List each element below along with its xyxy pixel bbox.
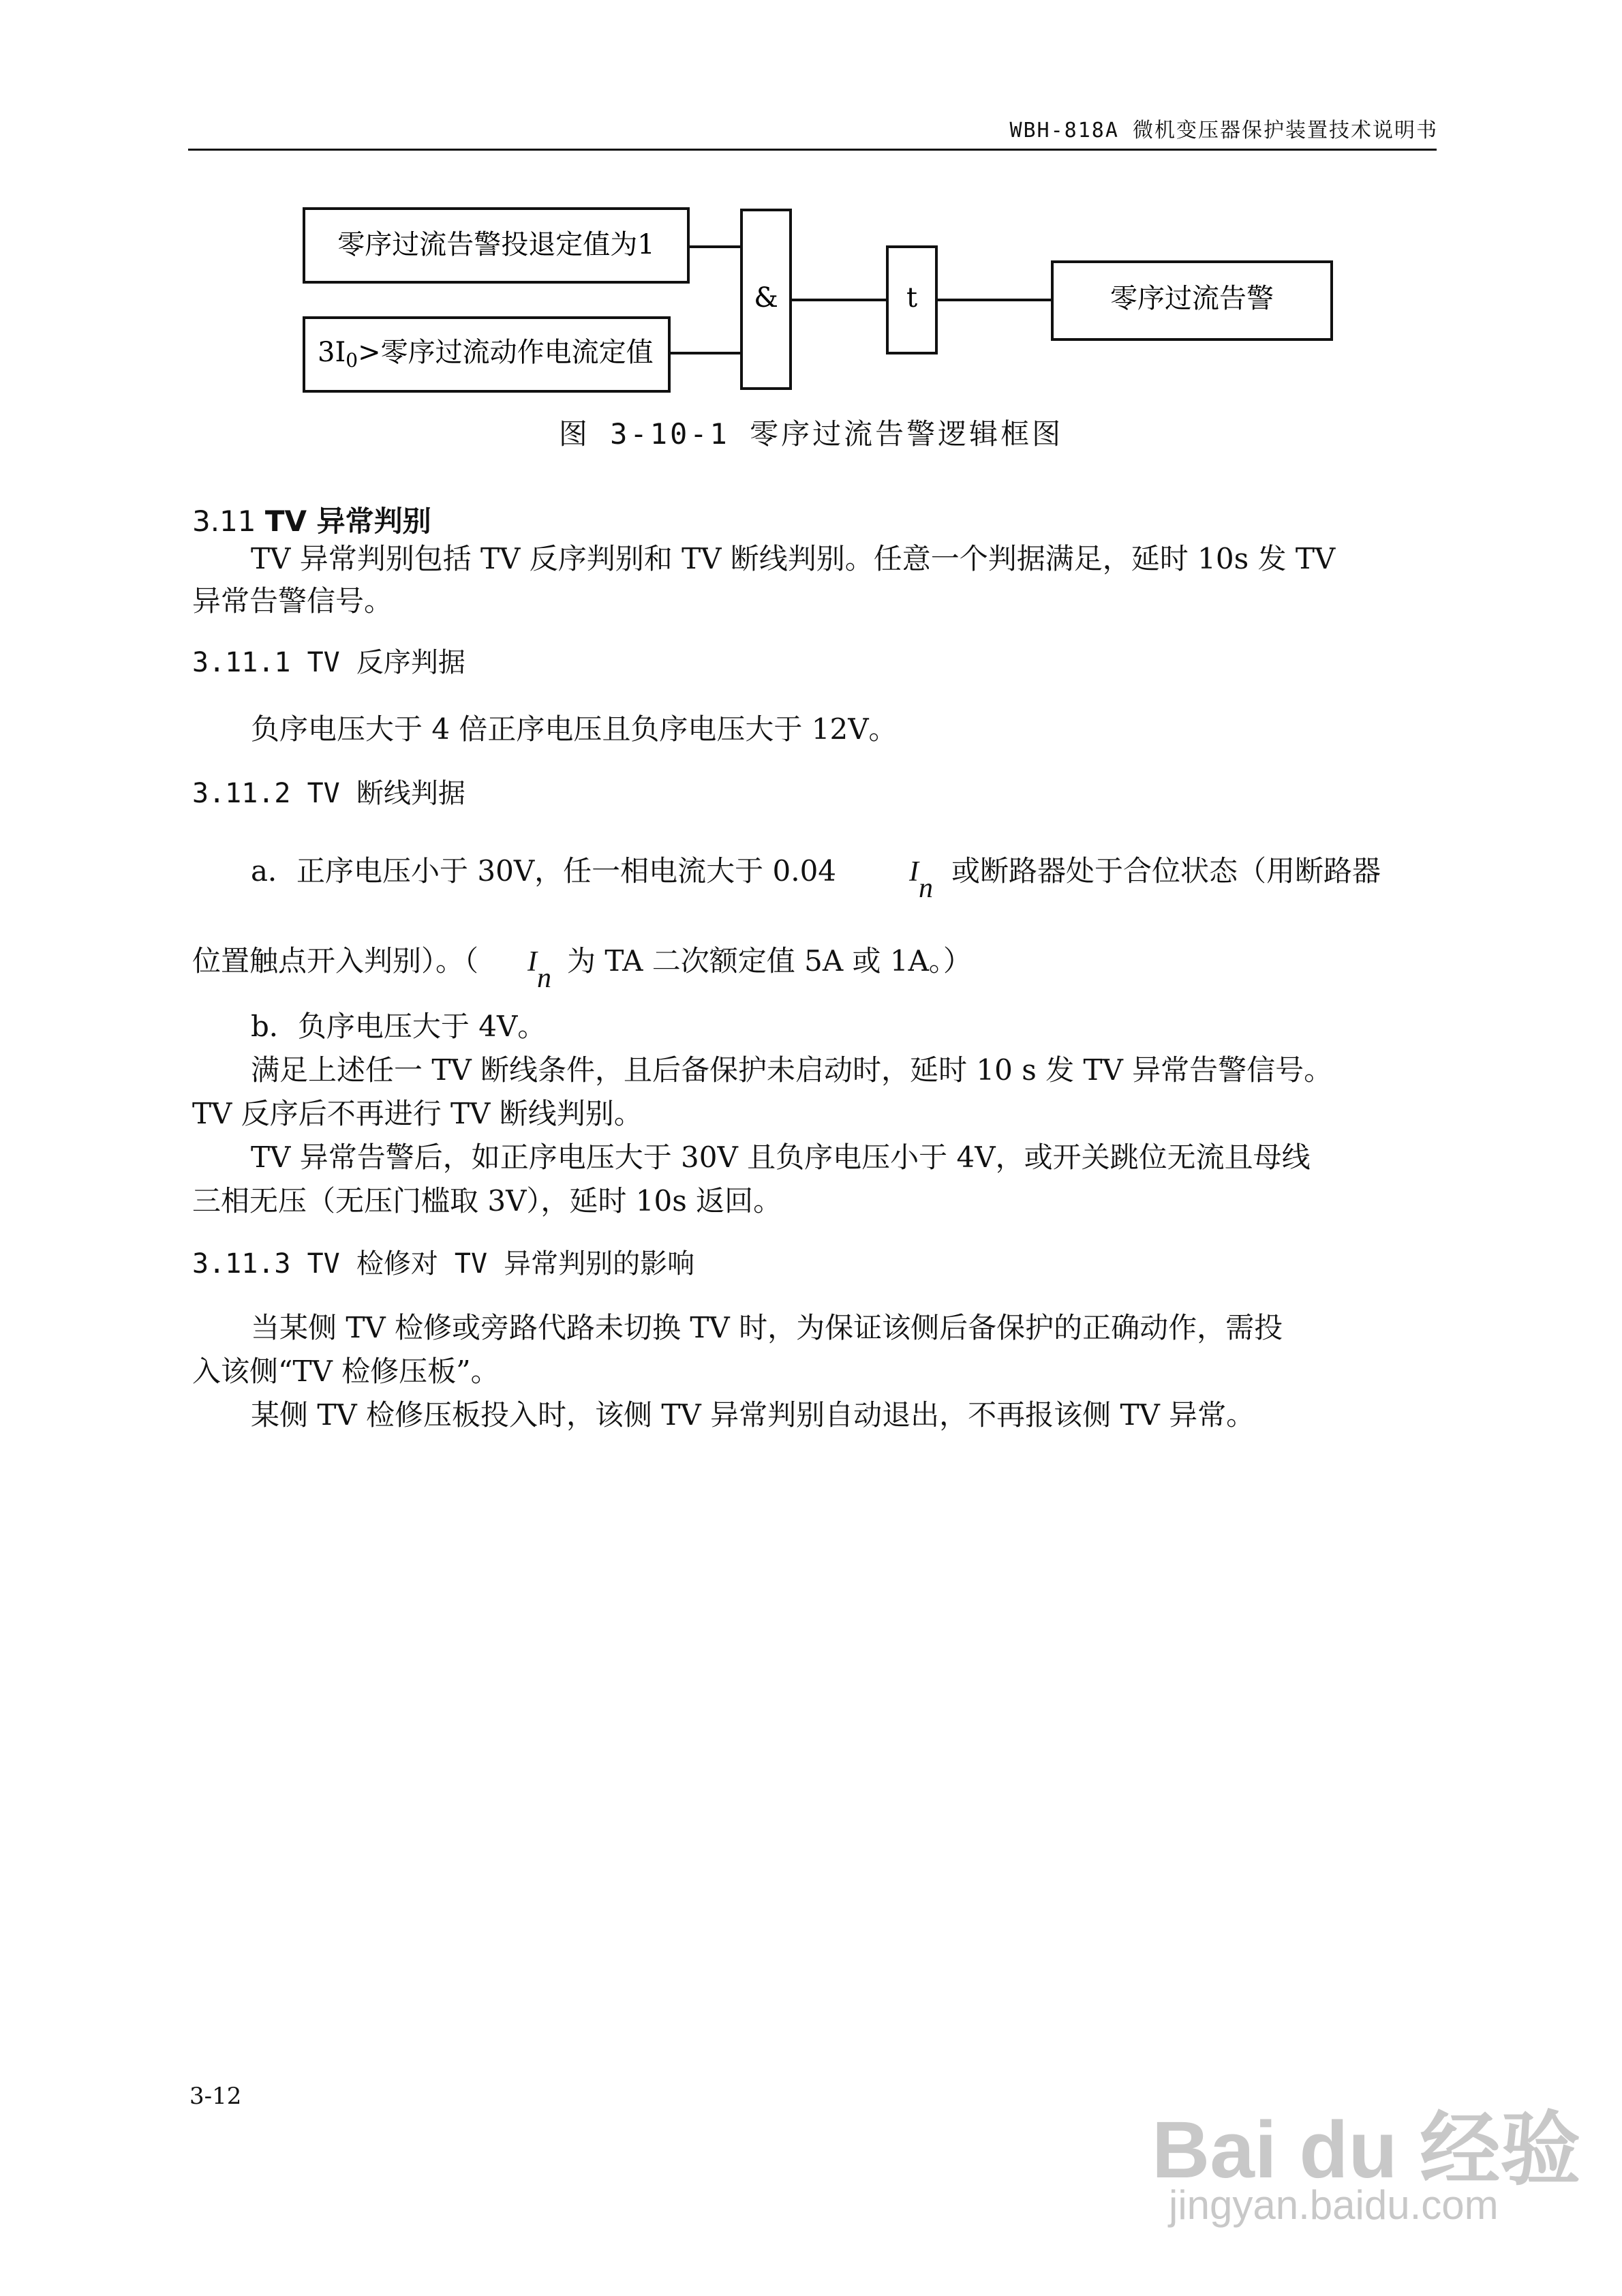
section-3-11-2-para2-line2: TV 反序后不再进行 TV 断线判别。 <box>192 1097 643 1130</box>
in-variable-1: In <box>909 856 933 904</box>
section-3-11-3-para2: 某侧 TV 检修压板投入时，该侧 TV 异常判别自动退出，不再报该侧 TV 异常。 <box>251 1398 1255 1432</box>
section-heading-3-11-1: 3.11.1 TV 反序判据 <box>192 647 465 678</box>
section-heading-3-11-3: 3.11.3 TV 检修对 TV 异常判别的影响 <box>192 1248 695 1280</box>
section-3-11-2-para2-line1: 满足上述任一 TV 断线条件，且后备保护未启动时，延时 10 s 发 TV 异常告警信号。 <box>251 1053 1333 1087</box>
section-3-11-2-para3-line2: 三相无压（无压门槛取 3V），延时 10s 返回。 <box>192 1184 782 1218</box>
item-b: b．负序电压大于 4V。 <box>251 1010 547 1043</box>
section-heading-3-11-2: 3.11.2 TV 断线判据 <box>192 778 465 809</box>
input1-label: 零序过流告警投退定值为1 <box>337 229 655 260</box>
item-a-part1: a．正序电压小于 30V，任一相电流大于 0.04 <box>251 854 837 888</box>
header-title: WBH-818A 微机变压器保护装置技术说明书 <box>1009 119 1438 142</box>
in-variable-2: In <box>527 946 551 994</box>
section-3-11-3-para1-line2: 入该侧“TV 检修压板”。 <box>192 1355 500 1388</box>
baidu-watermark-url: jingyan.baidu.com <box>1169 2182 1499 2228</box>
section-3-11-2-para3-line1: TV 异常告警后，如正序电压大于 30V 且负序电压小于 4V，或开关跳位无流且母线 <box>251 1141 1311 1174</box>
page-number: 3-12 <box>189 2083 242 2110</box>
item-a-line2-part1: 位置触点开入判别）。（ <box>192 944 479 978</box>
baidu-watermark-logo: Bai du 经验 <box>1152 2105 1581 2195</box>
logic-diagram <box>0 0 1622 477</box>
input2-label: $3I_0>$零序过流动作电流定值 <box>318 337 654 372</box>
item-a-line2-part2: 为 TA 二次额定值 5A 或 1A。） <box>567 944 972 978</box>
output-label: 零序过流告警 <box>1110 283 1274 314</box>
figure-caption: 图 3-10-1 零序过流告警逻辑框图 <box>558 417 1064 451</box>
and-gate-label: & <box>754 282 778 314</box>
section-3-11-para1-line2: 异常告警信号。 <box>192 584 393 618</box>
section-heading-3-11: 3.11 TV 异常判别 <box>192 504 431 538</box>
item-a-part2: 或断路器处于合位状态（用断路器 <box>951 854 1381 888</box>
section-3-11-3-para1-line1: 当某侧 TV 检修或旁路代路未切换 TV 时，为保证该侧后备保护的正确动作，需投 <box>251 1311 1283 1344</box>
timer-label: t <box>906 282 918 314</box>
section-3-11-1-text: 负序电压大于 4 倍正序电压且负序电压大于 12V。 <box>251 712 898 746</box>
section-3-11-para1-line1: TV 异常判别包括 TV 反序判别和 TV 断线判别。任意一个判据满足，延时 10s 发 TV <box>251 542 1336 575</box>
